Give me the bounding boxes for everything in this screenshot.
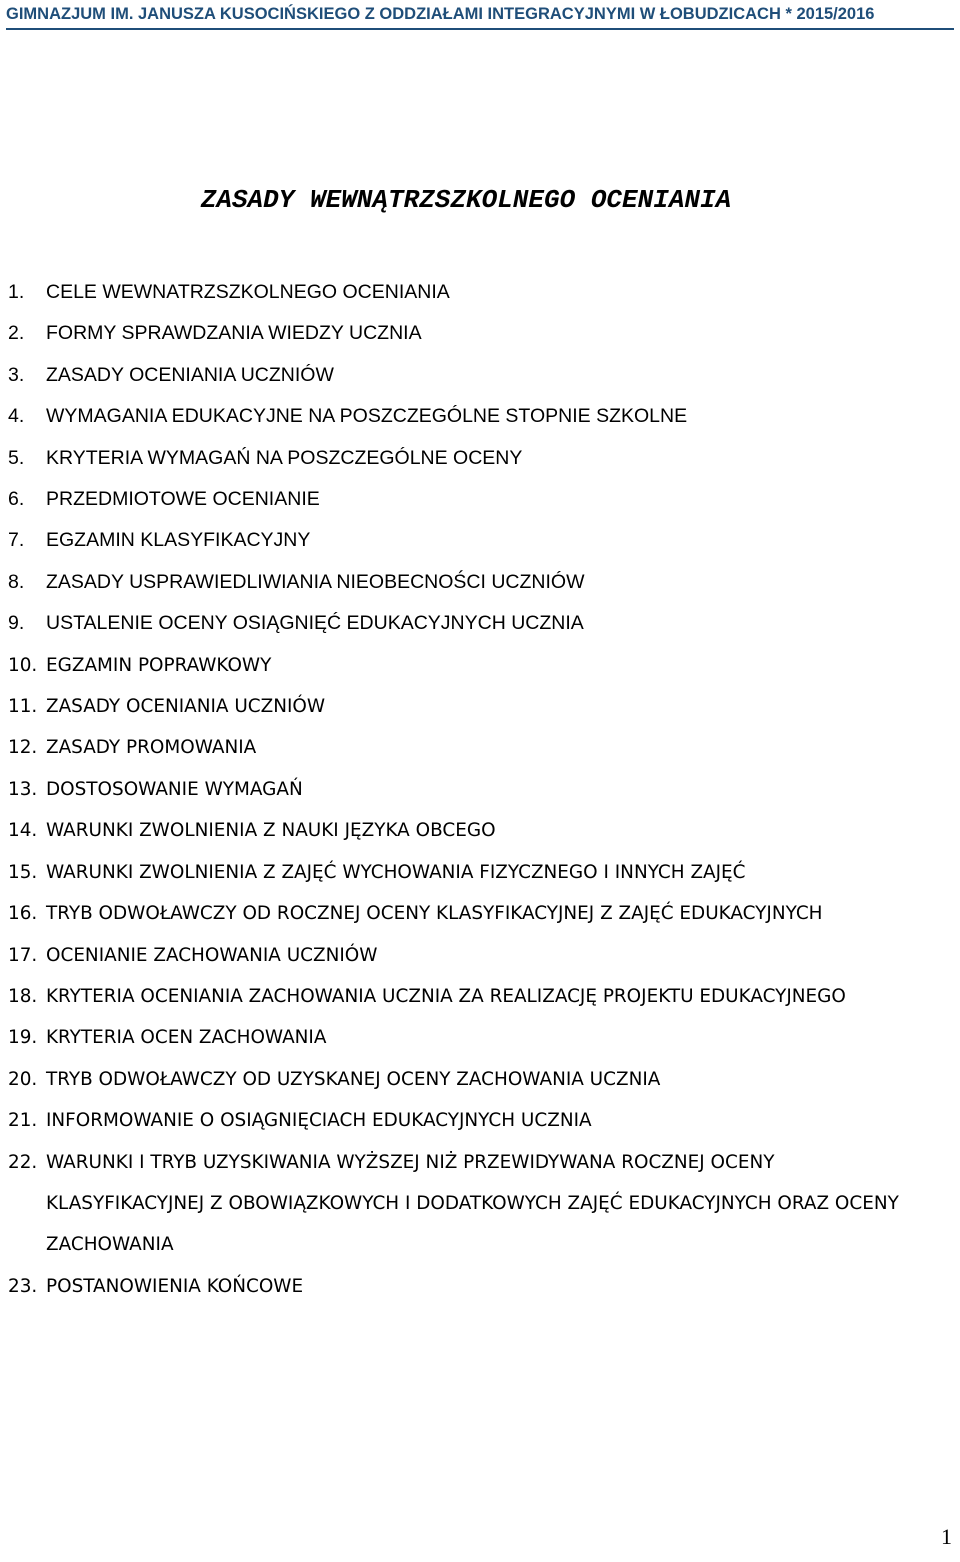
- toc-item: [0, 1059, 960, 1100]
- header-rule: [6, 28, 954, 30]
- toc-item-number: 10.: [8, 654, 38, 676]
- toc-item-number: 9.: [8, 612, 25, 635]
- toc-item-number: 16.: [8, 903, 38, 925]
- toc-item-text: WYMAGANIA EDUKACYJNE NA POSZCZEGÓLNE STOPNIE SZKOLNE: [46, 405, 688, 428]
- toc-item-number: 14.: [8, 820, 38, 842]
- toc-item-text: ZASADY OCENIANIA UCZNIÓW: [46, 363, 334, 386]
- toc-item: [0, 438, 960, 479]
- toc-item: [0, 976, 960, 1017]
- toc-item-number: 1.: [8, 281, 25, 303]
- toc-item-text: DOSTOSOWANIE WYMAGAŃ: [46, 778, 303, 800]
- toc-item-text: ZASADY OCENIANIA UCZNIÓW: [46, 696, 326, 718]
- toc-item-text: EGZAMIN KLASYFIKACYJNY: [46, 529, 311, 552]
- toc-item-number: 4.: [8, 405, 25, 428]
- toc-item: [0, 520, 960, 561]
- toc-item: [0, 479, 960, 520]
- toc-item-number: 12.: [8, 737, 38, 759]
- toc-item: [0, 686, 960, 727]
- toc-item-text: KRYTERIA WYMAGAŃ NA POSZCZEGÓLNE OCENY: [46, 446, 523, 469]
- toc-item-text: KRYTERIA OCEN ZACHOWANIA: [46, 1027, 327, 1049]
- toc-item-number: 20.: [8, 1068, 38, 1090]
- toc-item-text: POSTANOWIENIA KOŃCOWE: [46, 1275, 304, 1297]
- toc-item-text: ZASADY USPRAWIEDLIWIANIA NIEOBECNOŚCI UCZNIÓW: [46, 570, 585, 593]
- table-of-contents: [0, 272, 960, 1307]
- toc-item: [0, 769, 960, 810]
- toc-item-text: INFORMOWANIE O OSIĄGNIĘCIACH EDUKACYJNYCH UCZNIA: [46, 1110, 592, 1132]
- toc-item-text: FORMY SPRAWDZANIA WIEDZY UCZNIA: [46, 322, 422, 345]
- toc-item: [0, 810, 960, 851]
- toc-item-text: OCENIANIE ZACHOWANIA UCZNIÓW: [46, 944, 378, 966]
- toc-item: [0, 355, 960, 396]
- toc-item: [0, 313, 960, 354]
- toc-item-number: 23.: [8, 1275, 38, 1297]
- toc-item: [0, 396, 960, 437]
- toc-item: [0, 727, 960, 768]
- toc-item: [0, 1142, 960, 1266]
- toc-item-number: 11.: [8, 696, 38, 718]
- toc-item-number: 6.: [8, 488, 25, 511]
- toc-item-text: TRYB ODWOŁAWCZY OD UZYSKANEJ OCENY ZACHOWANIA UCZNIA: [46, 1068, 661, 1090]
- toc-item: [0, 1100, 960, 1141]
- toc-item-text: USTALENIE OCENY OSIĄGNIĘĆ EDUKACYJNYCH UCZNIA: [46, 612, 584, 635]
- toc-item-number: 19.: [8, 1027, 38, 1049]
- toc-item-text: WARUNKI ZWOLNIENIA Z NAUKI JĘZYKA OBCEGO: [46, 820, 496, 842]
- toc-item-text: KRYTERIA OCENIANIA ZACHOWANIA UCZNIA ZA REALIZACJĘ PROJEKTU EDUKACYJNEGO: [46, 985, 846, 1007]
- toc-item-number: 2.: [8, 322, 25, 345]
- toc-item: [0, 562, 960, 603]
- toc-item-text: TRYB ODWOŁAWCZY OD ROCZNEJ OCENY KLASYFIKACYJNEJ Z ZAJĘĆ EDUKACYJNYCH: [46, 903, 823, 925]
- toc-item-number: 17.: [8, 944, 38, 966]
- toc-item-number: 5.: [8, 446, 25, 469]
- toc-item: [0, 603, 960, 644]
- toc-item: [0, 852, 960, 893]
- toc-item: [0, 1017, 960, 1058]
- toc-item-text: PRZEDMIOTOWE OCENIANIE: [46, 488, 320, 511]
- document-header: [6, 2, 954, 30]
- toc-item-text: CELE WEWNATRZSZKOLNEGO OCENIANIA: [46, 281, 450, 303]
- toc-item-number: 3.: [8, 363, 25, 386]
- toc-item-number: 22.: [8, 1151, 38, 1173]
- toc-item-text: WARUNKI ZWOLNIENIA Z ZAJĘĆ WYCHOWANIA FIZYCZNEGO I INNYCH ZAJĘĆ: [46, 861, 746, 883]
- toc-item-number: 13.: [8, 778, 38, 800]
- toc-item-number: 8.: [8, 570, 25, 593]
- toc-item-text: WARUNKI I TRYB UZYSKIWANIA WYŻSZEJ NIŻ PRZEWIDYWANA ROCZNEJ OCENY KLASYFIKACYJNEJ Z OBOWIĄZKOWYCH I DODATKOWYCH ZAJĘĆ EDUKACYJNYCH ORAZ OCENY ZACHOWANIA: [46, 1151, 899, 1256]
- toc-item-number: 15.: [8, 861, 38, 883]
- toc-item: [0, 272, 960, 313]
- toc-item-number: 21.: [8, 1110, 38, 1132]
- toc-item-text: EGZAMIN POPRAWKOWY: [46, 654, 272, 676]
- toc-item: [0, 645, 960, 686]
- toc-item-text: ZASADY PROMOWANIA: [46, 737, 257, 759]
- toc-item: [0, 1266, 960, 1307]
- page-number: 1: [941, 1524, 952, 1549]
- toc-item-number: 7.: [8, 529, 25, 552]
- header-text: GIMNAZJUM IM. JANUSZA KUSOCIŃSKIEGO Z ODDZIAŁAMI INTEGRACYJNYMI W ŁOBUDZICACH * 2015/2016: [6, 5, 875, 23]
- document-title: ZASADY WEWNĄTRZSZKOLNEGO OCENIANIA: [200, 185, 732, 215]
- toc-item: [0, 893, 960, 934]
- toc-item-number: 18.: [8, 985, 38, 1007]
- toc-item: [0, 935, 960, 976]
